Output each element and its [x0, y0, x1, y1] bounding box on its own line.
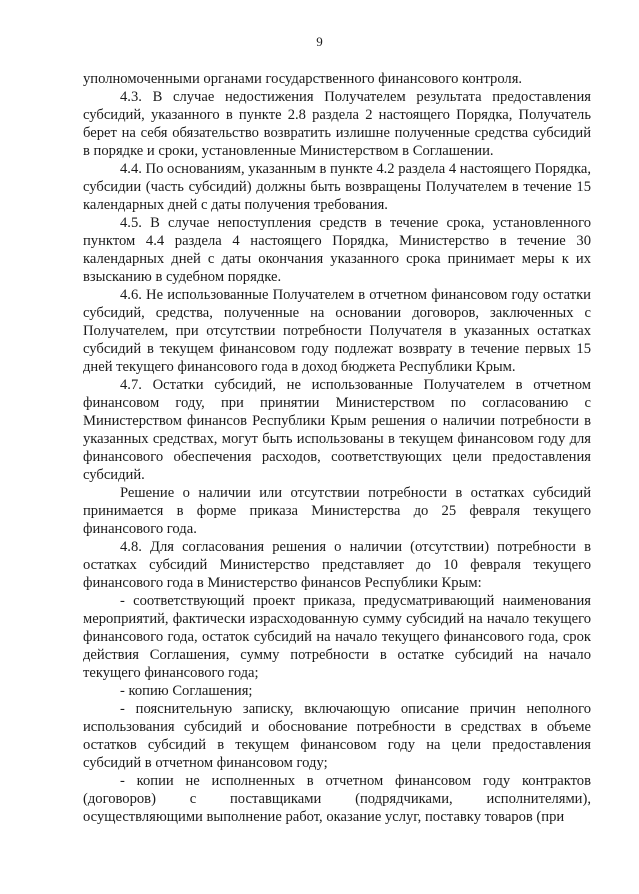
paragraph-4-3: 4.3. В случае недостижения Получателем результата предоставления субсидий, указанного в пункте 2.8 раздела 2 настоящего Порядка, Получатель берет на себя обязательство возвратить излишне полученные средства субсидий в порядке и сроки, установленные Министерством в Соглашении.	[83, 89, 591, 159]
document-body	[83, 70, 591, 826]
page-number: 9	[316, 34, 323, 49]
list-item-explanatory-note: - пояснительную записку, включающую описание причин неполного использования субсидий и обоснование потребности в средствах в объеме остатков субсидий в текущем финансовом году на цели предоставления субсидий в отчетном финансовом году;	[83, 701, 591, 771]
paragraph-decision: Решение о наличии или отсутствии потребности в остатках субсидий принимается в форме приказа Министерства до 25 февраля текущего финансового года.	[83, 485, 591, 537]
paragraph-4-8: 4.8. Для согласования решения о наличии (отсутствии) потребности в остатках субсидий Министерство представляет до 10 февраля текущего финансового года в Министерство финансов Республики Крым:	[83, 539, 591, 591]
paragraph-continuation: уполномоченными органами государственного финансового контроля.	[83, 71, 523, 87]
paragraph-4-4: 4.4. По основаниям, указанным в пункте 4.2 раздела 4 настоящего Порядка, субсидии (часть субсидий) должны быть возвращены Получателем в течение 15 календарных дней с даты получения требования.	[83, 161, 592, 213]
list-item-agreement-copy: - копию Соглашения;	[120, 683, 253, 699]
list-item-draft-order: - соответствующий проект приказа, предусматривающий наименования мероприятий, фактически израсходованную сумму субсидий на начало текущего финансового года, остаток субсидий на начало текущего финансового года, срок действия Соглашения, сумму потребности в остатке субсидий на начало текущего финансового года;	[83, 593, 591, 681]
paragraph-4-7: 4.7. Остатки субсидий, не использованные Получателем в отчетном финансовом году, при принятии Министерством по согласованию с Министерством финансов Республики Крым решения о наличии потребности в указанных средствах, могут быть использованы в текущем финансовом году для финансового обеспечения расходов, соответствующих цели предоставления субсидий.	[83, 377, 591, 483]
paragraph-4-6: 4.6. Не использованные Получателем в отчетном финансовом году остатки субсидий, средства, полученные на основании договоров, заключенных с Получателем, при отсутствии потребности Получателя в указанных остатках субсидий в текущем финансовом году подлежат возврату в течение первых 15 дней текущего финансового года в доход бюджета Республики Крым.	[83, 287, 591, 375]
paragraph-4-5: 4.5. В случае непоступления средств в течение срока, установленного пунктом 4.4 раздела 4 настоящего Порядка, Министерство в течение 30 календарных дней с даты окончания указанного срока принимает меры к их взысканию в судебном порядке.	[83, 215, 591, 285]
list-item-contract-copies: - копии не исполненных в отчетном финансовом году контрактов (договоров) с поставщиками (подрядчиками, исполнителями), осуществляющими выполнение работ, оказание услуг, поставку товаров (при	[83, 773, 591, 825]
